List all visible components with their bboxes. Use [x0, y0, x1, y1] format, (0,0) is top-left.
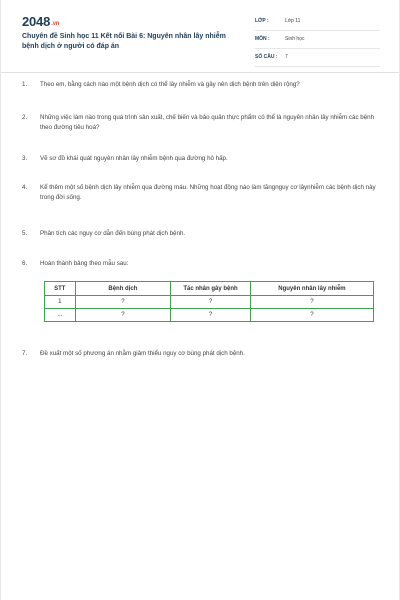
table-cell: 1	[45, 296, 76, 309]
meta-value: Lớp 11	[285, 18, 301, 24]
document-meta	[255, 16, 380, 70]
document-header	[1, 0, 399, 73]
site-logo[interactable]	[22, 14, 59, 29]
table-cell: ...	[45, 309, 76, 322]
question-text: Phân tích các nguy cơ dẫn đến bùng phát dịch bệnh.	[40, 230, 186, 237]
question-item	[22, 259, 382, 269]
meta-value: Sinh học	[285, 36, 305, 42]
question-text: Theo em, bằng cách nào một bệnh dịch có thể lây nhiễm và gây nên dịch bệnh trên diện rộng?	[40, 81, 300, 88]
table-header-cell: Bệnh dịch	[75, 282, 170, 296]
table-row	[45, 296, 374, 309]
table-cell: ?	[75, 296, 170, 309]
question-number: 5.	[22, 230, 28, 237]
table-cell: ?	[250, 309, 373, 322]
table-header-cell: Tác nhân gây bệnh	[171, 282, 251, 296]
question-item	[22, 113, 382, 133]
question-item	[22, 229, 382, 239]
table-header-cell: STT	[45, 282, 76, 296]
table-header-cell: Nguyên nhân lây nhiễm	[250, 282, 373, 296]
question-number: 6.	[22, 260, 28, 267]
table-header-row	[45, 282, 374, 296]
question-text: Những việc làm nào trong quá trình sản xuất, chế biến và bảo quản thực phẩm có thể là nguyên nhân lây nhiễm các bệnh theo đường tiêu hoá?	[40, 114, 375, 131]
logo-main: 2048	[22, 14, 51, 29]
meta-label: LỚP :	[255, 18, 269, 24]
answer-table	[44, 281, 374, 322]
question-item	[22, 154, 382, 164]
table-cell: ?	[171, 296, 251, 309]
question-text: Vẽ sơ đồ khái quát nguyên nhân lây nhiễm bệnh qua đường hô hấp.	[40, 155, 228, 162]
meta-row-subject	[255, 34, 380, 49]
table-cell: ?	[250, 296, 373, 309]
meta-value: 7	[285, 54, 288, 60]
table-cell: ?	[171, 309, 251, 322]
logo-suffix: .vn	[51, 21, 60, 27]
question-number: 4.	[22, 184, 28, 191]
meta-label: SỐ CÂU :	[255, 54, 278, 60]
question-item	[22, 349, 382, 359]
question-item	[22, 183, 382, 203]
table-row	[45, 309, 374, 322]
meta-row-class	[255, 16, 380, 31]
table-cell: ?	[75, 309, 170, 322]
question-number: 3.	[22, 155, 28, 162]
question-item	[22, 80, 382, 90]
question-text: Kể thêm một số bệnh dịch lây nhiễm qua đường máu. Những hoạt động nào làm tăngnguy cơ lâynhiễm các bệnh dịch này trong đời sống.	[40, 184, 376, 201]
question-number: 1.	[22, 81, 28, 88]
meta-row-question-count	[255, 52, 380, 67]
document-title: Chuyên đề Sinh học 11 Kết nối Bài 6: Nguyên nhân lây nhiễm bệnh dịch ở người có đáp án	[22, 33, 226, 50]
question-number: 7.	[22, 350, 28, 357]
question-number: 2.	[22, 114, 28, 121]
meta-label: MÔN :	[255, 36, 270, 42]
question-text: Đề xuất một số phương án nhằm giảm thiểu nguy cơ bùng phát dịch bệnh.	[40, 350, 245, 357]
question-text: Hoàn thành bảng theo mẫu sau:	[40, 260, 129, 267]
